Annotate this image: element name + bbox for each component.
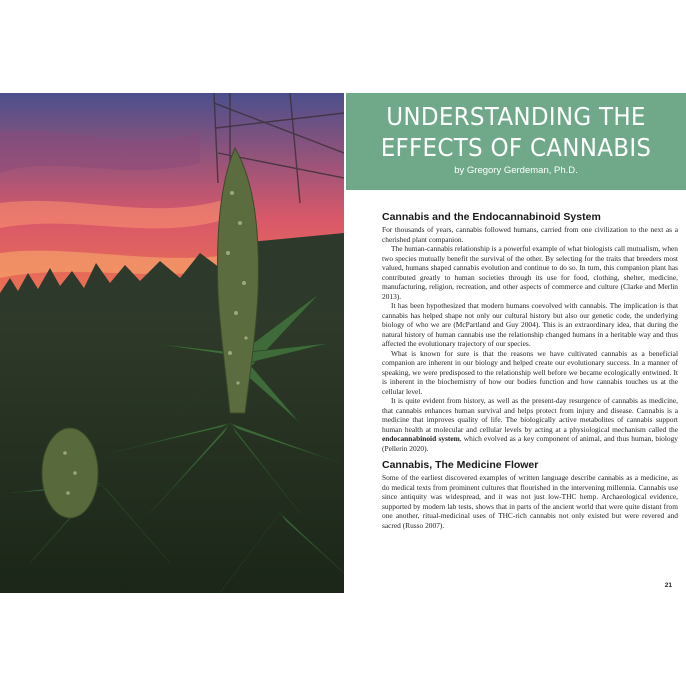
byline: by Gregory Gerdeman, Ph.D. <box>454 165 578 176</box>
title-banner <box>346 93 686 190</box>
paragraph-text: , which evolved as a key component of animal, and thus human, biology (Pellerin 2020). <box>382 434 678 453</box>
article-title <box>360 101 673 163</box>
section-heading-endocannabinoid: Cannabis and the Endocannabinoid System <box>382 211 601 223</box>
bold-term: endocannabinoid system <box>382 434 460 443</box>
article-body <box>382 211 678 530</box>
paragraph: For thousands of years, cannabis followed humans, carried from one civilization to the next as a cherished plant companion. <box>382 225 678 244</box>
paragraph: What is known for sure is that the reasons we have cultivated cannabis as a beneficial companion are inherent in our biology and helped create our evolutionary success. In a manner of speaking, we were predisposed to the relationship well before we became ecologically entwined. It is inherent in the biochemistry of how our bodies function and how cannabis touches us at the cellular level. <box>382 348 678 396</box>
book-spread <box>0 93 686 593</box>
article-page <box>346 93 686 593</box>
section-heading-medicine-flower: Cannabis, The Medicine Flower <box>382 459 539 471</box>
paragraph: It has been hypothesized that modern humans coevolved with cannabis. The implication is that cannabis has helped shape not only our cultural history but also our genetic code, the underlying biology of who we are (McPartland and Guy 2004). This is an extraordinary idea, that during the natural history of human cannabis use the relationship changed humans in a heritable way and thus affected the evolutionary trajectory of our species. <box>382 301 678 348</box>
title-line-2: EFFECTS OF CANNABIS <box>380 133 652 162</box>
title-line-1: UNDERSTANDING THE <box>386 102 646 131</box>
page-number: 21 <box>664 582 672 589</box>
cannabis-plant-image <box>0 93 344 593</box>
paragraph-text: It is quite evident from history, as well as the present-day resurgence of cannabis as medicine, that cannabis enhances human survival and helps protect from injury and disease. Cannabis is a medicine that improves quality of life. The biologically active metabolites of cannabis support human health at molecular and cellular levels by acting at a physiological mechanism called the <box>382 396 678 434</box>
paragraph: Some of the earliest discovered examples of written language describe cannabis as a medicine, as do medical texts from prominent cultures that flourished in the intervening millennia. Cannabis use since antiquity was widespread, and it was not just low-THC hemp. Archaeological evidence, supported by modern lab tests, shows that in parts of the ancient world that were quite distant from one another, ritual-medicinal uses of THC-rich cannabis not only existed but were revered and sacred (Russo 2007). <box>382 473 678 530</box>
paragraph <box>382 396 678 453</box>
cannabis-sunset-photo <box>0 93 344 593</box>
paragraph: The human-cannabis relationship is a powerful example of what biologists call mutualism, when two species mutually benefit the survival of the other. By selecting for the traits that breeders most valued, humans shaped cannabis evolution and continue to do so. In turn, this companion plant has contributed greatly to human societies through its use for food, clothing, shelter, medicine, manufacturing, religion, recreation, and other aspects of commerce and culture (Clarke and Merlin 2013). <box>382 244 678 301</box>
